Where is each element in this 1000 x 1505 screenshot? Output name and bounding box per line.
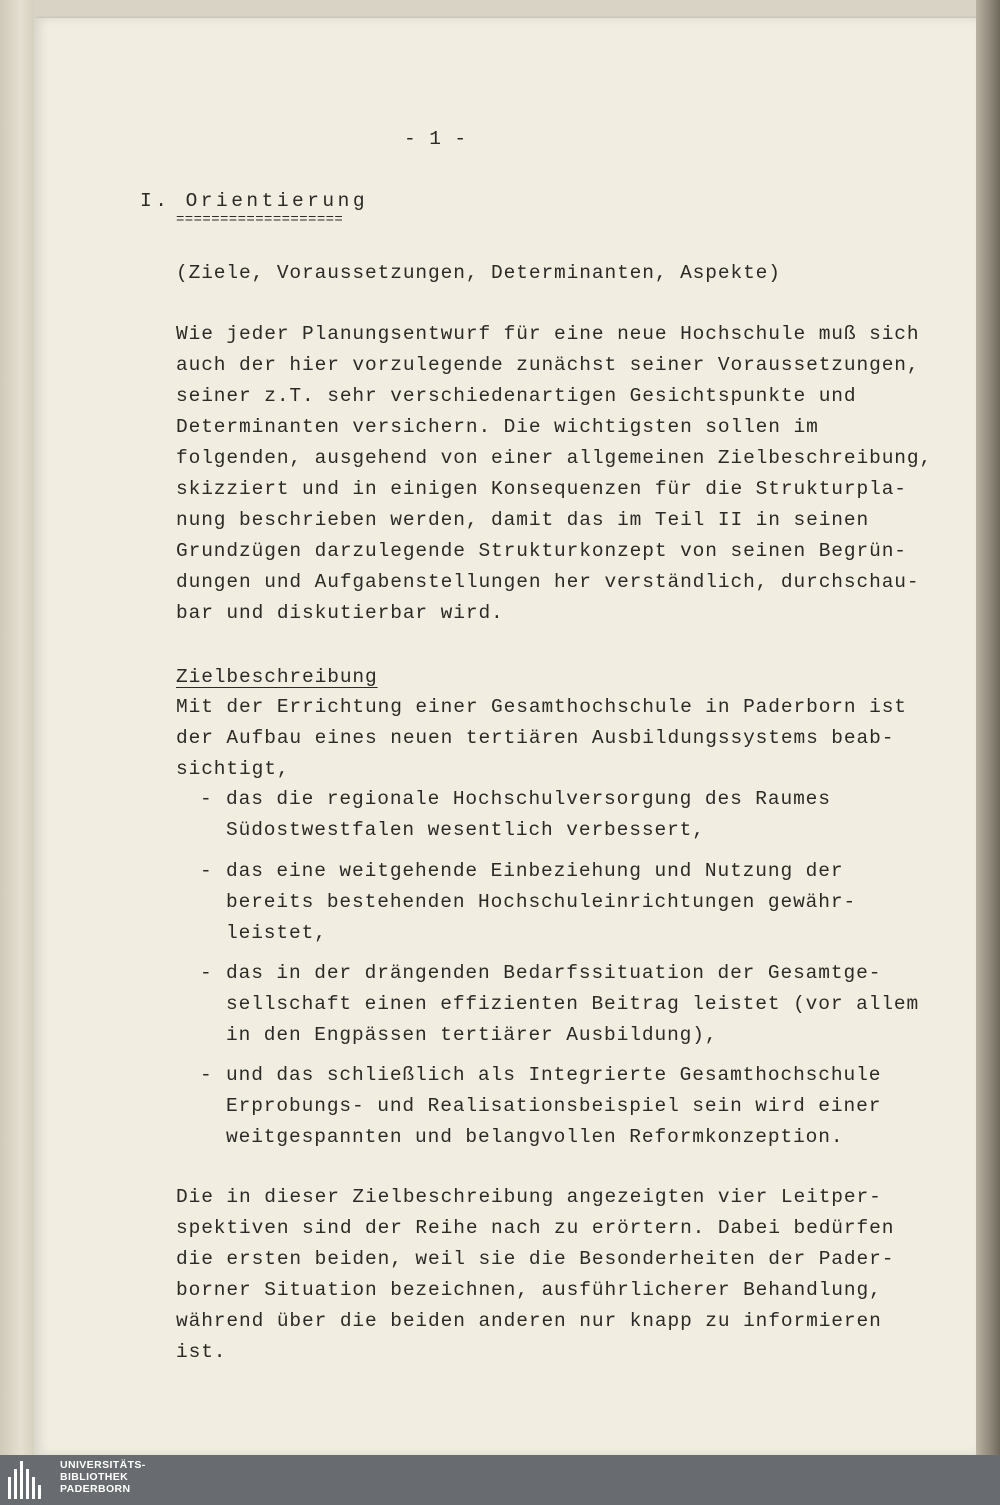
closing-line: borner Situation bezeichnen, ausführlicherer Behandlung,: [176, 1279, 882, 1301]
library-logo-text: [60, 1459, 146, 1495]
logo-line: PADERBORN: [60, 1483, 131, 1495]
intro-line: auch der hier vorzulegende zunächst seiner Voraussetzungen,: [176, 354, 920, 376]
closing-line: Die in dieser Zielbeschreibung angezeigten vier Leitper-: [176, 1186, 882, 1208]
intro-line: skizziert und in einigen Konsequenzen für die Strukturpla-: [176, 478, 907, 500]
bullet-dash: -: [200, 860, 213, 882]
bullet-line: Südostwestfalen wesentlich verbessert,: [226, 819, 705, 841]
zielbeschreibung-line: sichtigt,: [176, 758, 290, 780]
section-heading: I. Orientierung: [140, 190, 369, 212]
closing-line: die ersten beiden, weil sie die Besonderheiten der Pader-: [176, 1248, 895, 1270]
bullet-line: Erprobungs- und Realisationsbeispiel sein wird einer: [226, 1095, 882, 1117]
bullet-line: das in der drängenden Bedarfssituation der Gesamtge-: [226, 962, 882, 984]
intro-line: seiner z.T. sehr verschiedenartigen Gesichtspunkte und: [176, 385, 857, 407]
bullet-line: und das schließlich als Integrierte Gesamthochschule: [226, 1064, 882, 1086]
intro-line: Wie jeder Planungsentwurf für eine neue Hochschule muß sich: [176, 323, 920, 345]
bullet-line: sellschaft einen effizienten Beitrag leistet (vor allem: [226, 993, 920, 1015]
bullet-dash: -: [200, 1064, 213, 1086]
heading-underline: ===================: [176, 212, 344, 228]
bullet-line: das eine weitgehende Einbeziehung und Nutzung der: [226, 860, 844, 882]
bullet-line: in den Engpässen tertiärer Ausbildung),: [226, 1024, 718, 1046]
page-edge: [976, 0, 1000, 1455]
bullet-line: bereits bestehenden Hochschuleinrichtungen gewähr-: [226, 891, 857, 913]
bullet-dash: -: [200, 962, 213, 984]
logo-line: UNIVERSITÄTS-: [60, 1459, 146, 1471]
closing-line: spektiven sind der Reihe nach zu erörtern. Dabei bedürfen: [176, 1217, 895, 1239]
zielbeschreibung-heading: Zielbeschreibung: [176, 666, 378, 688]
bullet-line: leistet,: [226, 922, 327, 944]
intro-line: dungen und Aufgabenstellungen her verständlich, durchschau-: [176, 571, 920, 593]
closing-line: ist.: [176, 1341, 227, 1363]
intro-line: Grundzügen darzulegende Strukturkonzept von seinen Begrün-: [176, 540, 907, 562]
page-number: - 1 -: [404, 128, 468, 150]
bullet-dash: -: [200, 788, 213, 810]
closing-line: während über die beiden anderen nur knapp zu informieren: [176, 1310, 882, 1332]
zielbeschreibung-line: der Aufbau eines neuen tertiären Ausbildungssystems beab-: [176, 727, 895, 749]
section-subheading: (Ziele, Voraussetzungen, Determinanten, Aspekte): [176, 262, 781, 284]
intro-line: folgenden, ausgehend von einer allgemeinen Zielbeschreibung,: [176, 447, 933, 469]
bullet-line: das die regionale Hochschulversorgung des Raumes: [226, 788, 831, 810]
logo-line: BIBLIOTHEK: [60, 1471, 129, 1483]
library-footer: [0, 1455, 1000, 1505]
page-gutter: [0, 0, 34, 1455]
intro-line: Determinanten versichern. Die wichtigsten sollen im: [176, 416, 819, 438]
zielbeschreibung-line: Mit der Errichtung einer Gesamthochschule in Paderborn ist: [176, 696, 907, 718]
intro-line: nung beschrieben werden, damit das im Teil II in seinen: [176, 509, 870, 531]
bullet-line: weitgespannten und belangvollen Reformkonzeption.: [226, 1126, 844, 1148]
library-logo-icon: [8, 1461, 46, 1499]
intro-line: bar und diskutierbar wird.: [176, 602, 504, 624]
